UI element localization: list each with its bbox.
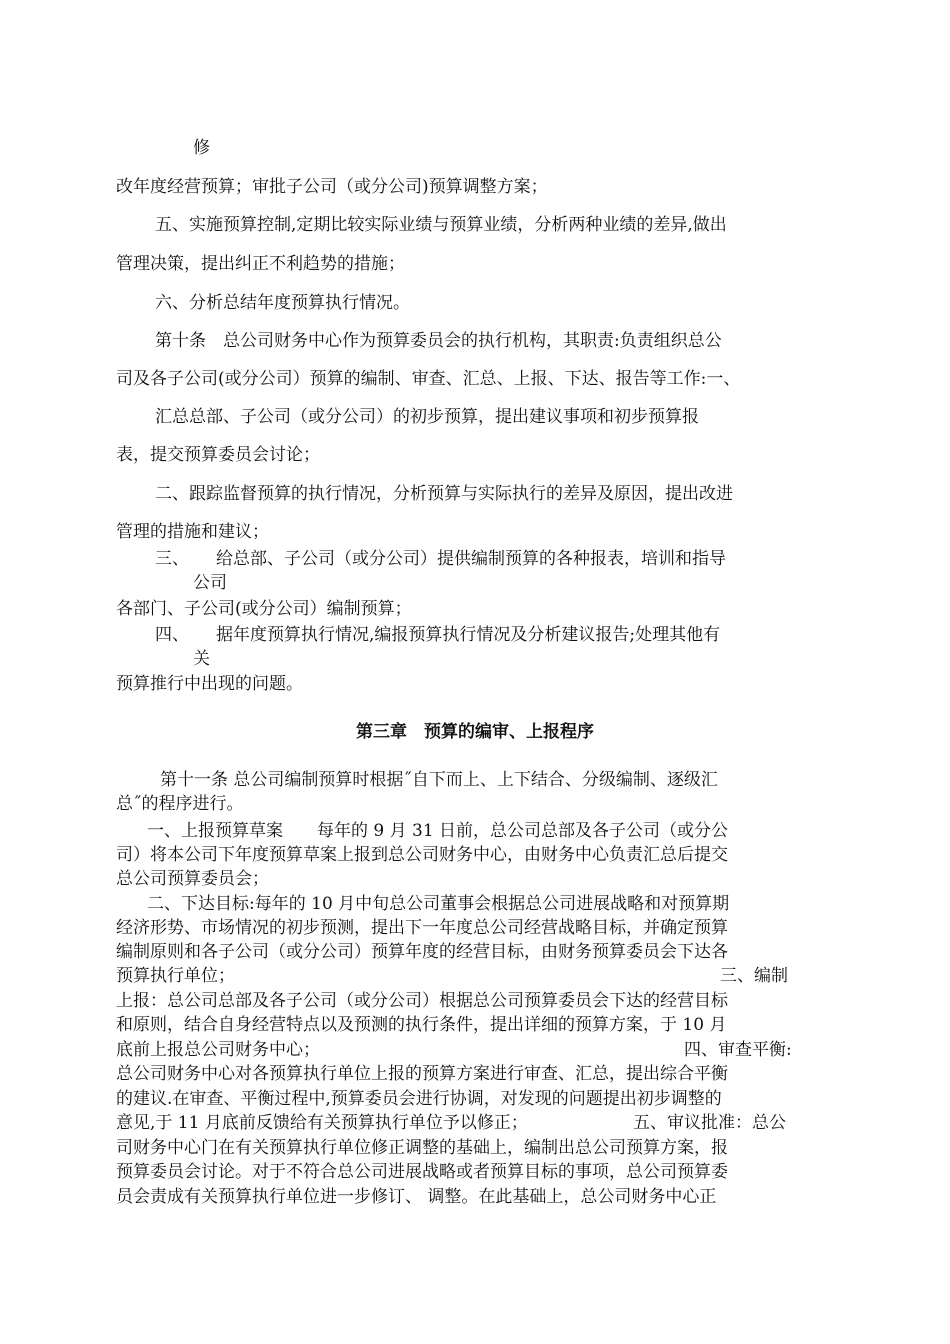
text-line: 关 [193, 649, 210, 669]
text-line: 五、审议批准：总公 [633, 1113, 786, 1133]
text-line: 的建议.在审查、平衡过程中,预算委员会进行协调，对发现的问题提出初步调整的 [116, 1089, 722, 1109]
text-line: 总公司预算委员会； [116, 869, 269, 889]
text-line: 预算委员会讨论。对于不符合总公司进展战略或者预算目标的事项，总公司预算委 [116, 1162, 728, 1182]
text-line: 改年度经营预算；审批子公司（或分公司)预算调整方案； [116, 177, 548, 197]
text-line: 四、 [155, 625, 189, 645]
text-line: 员会责成有关预算执行单位进一步修订、 调整。在此基础上，总公司财务中心正 [116, 1187, 717, 1207]
text-line: 司财务中心门在有关预算执行单位修正调整的基础上，编制出总公司预算方案，报 [116, 1138, 728, 1158]
text-line: 管理决策，提出纠正不利趋势的措施； [116, 254, 405, 274]
text-line: 第十一条 总公司编制预算时根据˝自下而上、上下结合、分级编制、逐级汇 [160, 770, 718, 790]
text-line: 司及各子公司(或分公司）预算的编制、审查、汇总、上报、下达、报告等工作:一、 [116, 369, 741, 389]
text-line: 给总部、子公司（或分公司）提供编制预算的各种报表，培训和指导 [216, 549, 726, 569]
text-line: 公司 [193, 573, 227, 593]
text-line: 总˝的程序进行。 [116, 794, 244, 814]
text-line: 二、跟踪监督预算的执行情况，分析预算与实际执行的差异及原因，提出改进 [155, 484, 733, 504]
text-line: 五、实施预算控制,定期比较实际业绩与预算业绩，分析两种业绩的差异,做出 [155, 215, 727, 235]
text-line: 上报：总公司总部及各子公司（或分公司）根据总公司预算委员会下达的经营目标 [116, 991, 728, 1011]
chapter-heading: 第三章 预算的编审、上报程序 [356, 722, 594, 742]
text-line: 意见,于 11 月底前反馈给有关预算执行单位予以修正； [116, 1113, 528, 1133]
text-line: 六、分析总结年度预算执行情况。 [155, 293, 410, 313]
text-line: 经济形势、市场情况的初步预测，提出下一年度总公司经营战略目标，并确定预算 [116, 918, 728, 938]
text-line: 各部门、子公司(或分公司）编制预算； [116, 599, 412, 619]
text-line: 三、 [155, 549, 189, 569]
text-line: 和原则，结合自身经营特点以及预测的执行条件，提出详细的预算方案，于 10 月 [116, 1015, 727, 1035]
text-line: 二、下达目标:每年的 10 月中旬总公司董事会根据总公司进展战略和对预算期 [147, 894, 730, 914]
text-line: 三、编制 [720, 966, 788, 986]
text-line: 总公司财务中心对各预算执行单位上报的预算方案进行审查、汇总，提出综合平衡 [116, 1064, 728, 1084]
text-line: 汇总总部、子公司（或分公司）的初步预算，提出建议事项和初步预算报 [155, 407, 699, 427]
text-line: 表，提交预算委员会讨论； [116, 445, 320, 465]
text-line: 预算推行中出现的问题。 [116, 674, 303, 694]
text-line: 一、上报预算草案 每年的 9 月 31 日前，总公司总部及各子公司（或分公 [147, 821, 729, 841]
text-line: 底前上报总公司财务中心； [116, 1040, 320, 1060]
text-line: 编制原则和各子公司（或分公司）预算年度的经营目标，由财务预算委员会下达各 [116, 942, 728, 962]
text-line: 管理的措施和建议； [116, 522, 269, 542]
text-line: 据年度预算执行情况,编报预算执行情况及分析建议报告;处理其他有 [216, 625, 721, 645]
text-line: 修 [193, 138, 210, 158]
text-line: 司）将本公司下年度预算草案上报到总公司财务中心，由财务中心负责汇总后提交 [116, 845, 728, 865]
text-line: 四、审查平衡: [684, 1040, 792, 1060]
text-line: 预算执行单位； [116, 966, 235, 986]
text-line: 第十条 总公司财务中心作为预算委员会的执行机构，其职责:负责组织总公 [155, 331, 722, 351]
